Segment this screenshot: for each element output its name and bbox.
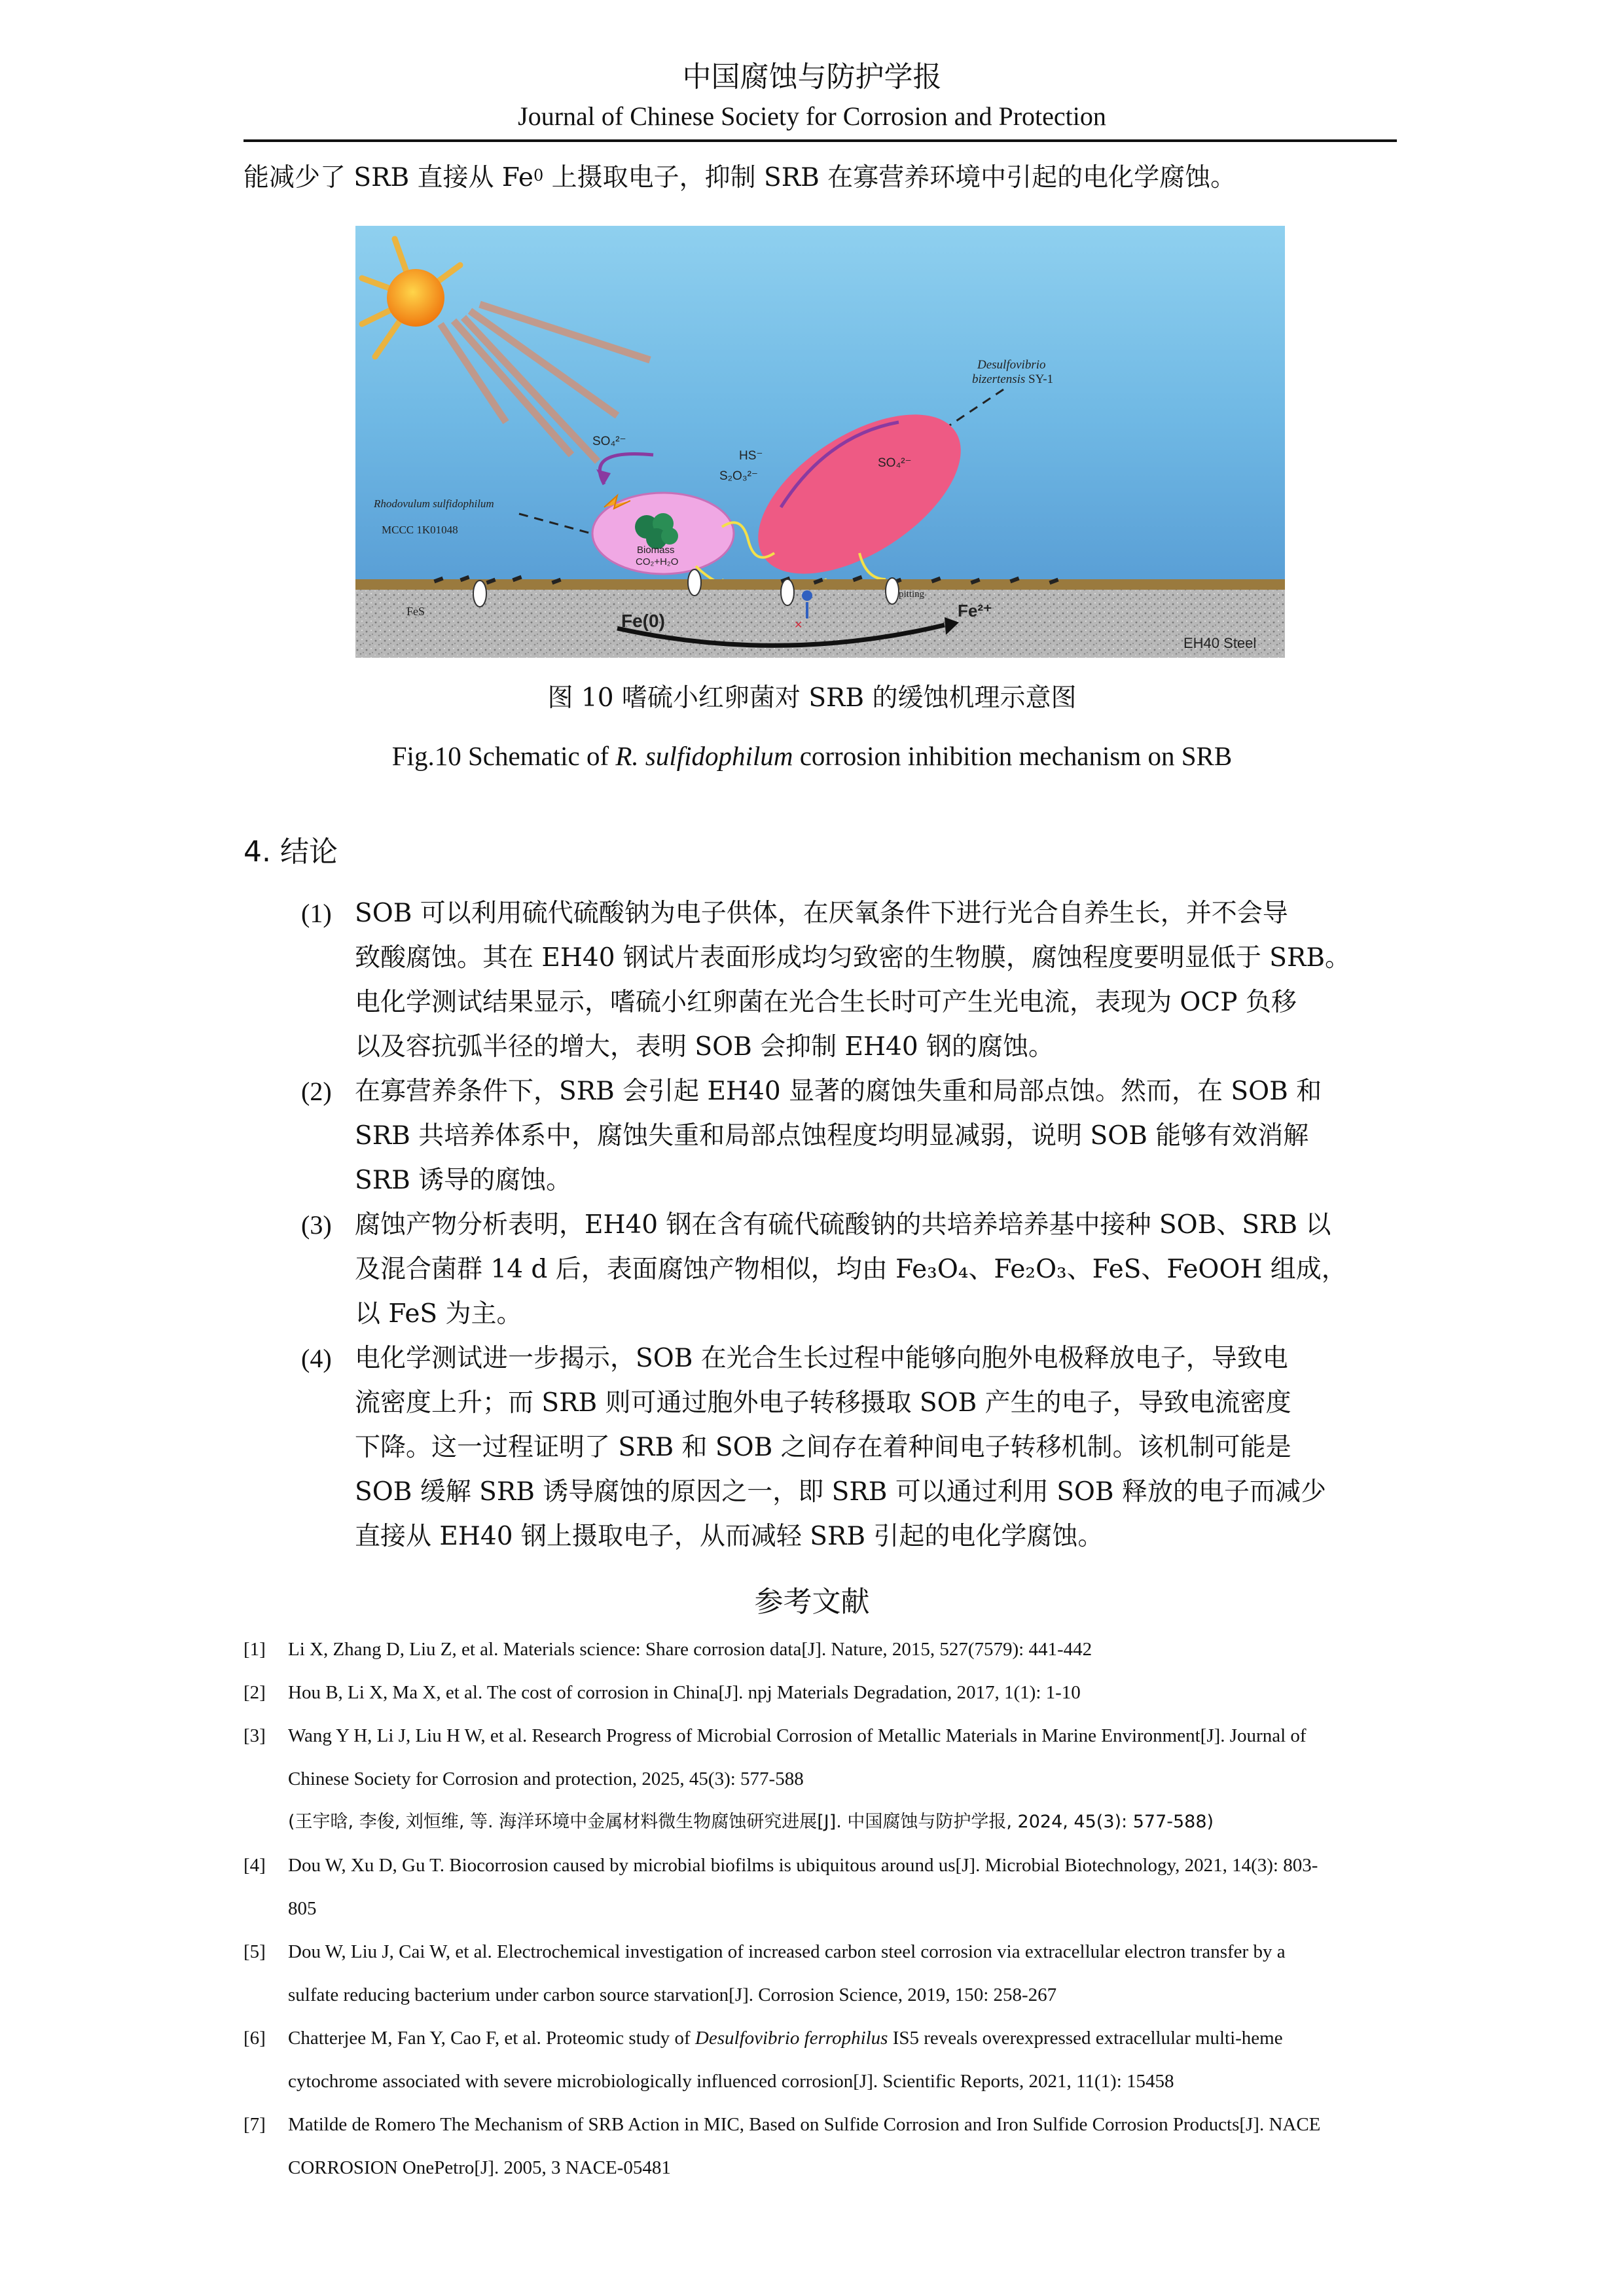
biomass-label: Biomass: [637, 545, 675, 556]
ref-line: Matilde de Romero The Mechanism of SRB Action in MIC, Based on Sulfide Corrosion and Iron Sulfide Corrosion Products[J]. NACE: [288, 2114, 1321, 2135]
so4-right-label: SO₄²⁻: [878, 456, 912, 470]
item-line: SRB 诱导的腐蚀。: [355, 1166, 572, 1195]
ref-number: [1]: [244, 1639, 266, 1660]
caption-en-italic: R. sulfidophilum: [615, 741, 793, 771]
svg-text:✕: ✕: [794, 620, 803, 631]
ref-text: Chatterjee M, Fan Y, Cao F, et al. Proteomic study of: [288, 2028, 695, 2049]
item-line: 以及容抗弧半径的增大，表明 SOB 会抑制 EH40 钢的腐蚀。: [355, 1032, 1055, 1062]
ref-line: Hou B, Li X, Ma X, et al. The cost of corrosion in China[J]. npj Materials Degradation, 2017, 1(1): 1-10: [288, 1682, 1081, 1703]
intro-text-b: 上摄取电子，抑制 SRB 在寡营养环境中引起的电化学腐蚀。: [543, 163, 1236, 192]
intro-text-a: 能减少了 SRB 直接从 Fe: [244, 163, 533, 192]
item-line: 流密度上升；而 SRB 则可通过胞外电子转移摄取 SOB 产生的电子，导致电流密度: [355, 1388, 1291, 1418]
item-line: 直接从 EH40 钢上摄取电子，从而减轻 SRB 引起的电化学腐蚀。: [355, 1522, 1104, 1551]
item-line: 腐蚀产物分析表明，EH40 钢在含有硫代硫酸钠的共培养培养基中接种 SOB、SRB 以: [355, 1210, 1331, 1240]
intro-paragraph: [244, 160, 1236, 196]
ref-line: cytochrome associated with severe microbiologically influenced corrosion[J]. Scientific Reports, 2021, 11(1): 15458: [288, 2071, 1174, 2092]
item-line: 电化学测试进一步揭示，SOB 在光合生长过程中能够向胞外电极释放电子，导致电: [355, 1344, 1288, 1373]
rhodovulum-label-1: Rhodovulum sulfidophilum: [374, 497, 494, 510]
item-line: 以 FeS 为主。: [355, 1299, 522, 1329]
header-rule: [244, 139, 1397, 142]
ref-line: [288, 2026, 1283, 2050]
ref-species: Desulfovibrio ferrophilus: [695, 2028, 888, 2049]
item-line: SRB 共培养体系中，腐蚀失重和局部点蚀程度均明显减弱，说明 SOB 能够有效消解: [355, 1121, 1309, 1151]
pitting-label: pitting: [899, 589, 925, 600]
caption-en-pre: Fig.10 Schematic of: [391, 741, 616, 771]
item-line: SOB 缓解 SRB 诱导腐蚀的原因之一，即 SRB 可以通过利用 SOB 释放的电子而减少: [355, 1477, 1326, 1507]
s2o3-label: S₂O₃²⁻: [719, 469, 758, 483]
rhodovulum-label-2: MCCC 1K01048: [382, 524, 458, 536]
references-title: 参考文献: [754, 1585, 870, 1619]
ref-text: IS5 reveals overexpressed extracellular multi-heme: [888, 2028, 1283, 2049]
item-number: (4): [301, 1344, 332, 1373]
figure-10-schematic: [355, 226, 1285, 658]
ref-line: Li X, Zhang D, Liu Z, et al. Materials science: Share corrosion data[J]. Nature, 2015, 527(7579): 441-442: [288, 1639, 1092, 1660]
ref-number: [2]: [244, 1682, 266, 1703]
steel-label: EH40 Steel: [1183, 635, 1257, 651]
ref-line: CORROSION OnePetro[J]. 2005, 3 NACE-05481: [288, 2157, 671, 2178]
desulfovibrio-label-1: Desulfovibrio: [977, 358, 1046, 372]
item-line: 致酸腐蚀。其在 EH40 钢试片表面形成均匀致密的生物膜，腐蚀程度要明显低于 SRB。: [355, 943, 1351, 973]
item-number: (3): [301, 1210, 332, 1240]
ref-number: [6]: [244, 2028, 266, 2049]
item-line: 及混合菌群 14 d 后，表面腐蚀产物相似，均由 Fe₃O₄、Fe₂O₃、FeS、FeOOH 组成，: [355, 1255, 1347, 1284]
figure-caption-cn: 图 10 嗜硫小红卵菌对 SRB 的缓蚀机理示意图: [547, 683, 1077, 713]
section-title: 4. 结论: [244, 835, 338, 869]
fe2-label: Fe²⁺: [958, 601, 992, 620]
hs-label: HS⁻: [739, 449, 763, 463]
ref-number: [3]: [244, 1725, 266, 1746]
desulfovibrio-label-2: bizertensis SY-1: [972, 372, 1054, 386]
ref-line: Dou W, Liu J, Cai W, et al. Electrochemical investigation of increased carbon steel corrosion via extracellular electron transfer by a: [288, 1941, 1286, 1962]
item-number: (2): [301, 1077, 332, 1106]
ref-line: Wang Y H, Li J, Liu H W, et al. Research Progress of Microbial Corrosion of Metallic Materials in Marine Environment[J]. Journal of: [288, 1725, 1307, 1746]
fes-label: FeS: [406, 605, 425, 618]
fe0-label: Fe(0): [621, 611, 665, 631]
item-line: SOB 可以利用硫代硫酸钠为电子供体，在厌氧条件下进行光合自养生长，并不会导: [355, 899, 1288, 928]
item-number: (1): [301, 899, 332, 928]
item-line: 下降。这一过程证明了 SRB 和 SOB 之间存在着种间电子转移机制。该机制可能是: [355, 1433, 1291, 1462]
steel-substrate: [355, 588, 1285, 658]
ref-line-cn: (王宇晗, 李俊, 刘恒维, 等. 海洋环境中金属材料微生物腐蚀研究进展[J]. 中国腐蚀与防护学报, 2024, 45(3): 577-588): [288, 1812, 1214, 1832]
ref-number: [4]: [244, 1855, 266, 1876]
fe-superscript: 0: [533, 166, 544, 185]
journal-title-cn: 中国腐蚀与防护学报: [682, 60, 942, 94]
ref-line: Dou W, Xu D, Gu T. Biocorrosion caused by microbial biofilms is ubiquitous around us[J]. Microbial Biotechnology, 2021, 14(3): 803-: [288, 1855, 1318, 1876]
ref-line: sulfate reducing bacterium under carbon source starvation[J]. Corrosion Science, 2019, 150: 258-267: [288, 1984, 1057, 2005]
figure-caption-en: [0, 738, 1624, 774]
ref-number: [7]: [244, 2114, 266, 2135]
co2h2o-label: CO₂+H₂O: [636, 556, 679, 567]
so4-left-label: SO₄²⁻: [592, 435, 626, 448]
item-line: 在寡营养条件下，SRB 会引起 EH40 显著的腐蚀失重和局部点蚀。然而，在 SOB 和: [355, 1077, 1322, 1106]
sun-icon: [387, 269, 444, 327]
ref-line: Chinese Society for Corrosion and protection, 2025, 45(3): 577-588: [288, 1768, 804, 1789]
journal-title-en: Journal of Chinese Society for Corrosion and Protection: [518, 101, 1106, 131]
ref-number: [5]: [244, 1941, 266, 1962]
item-line: 电化学测试结果显示，嗜硫小红卵菌在光合生长时可产生光电流，表现为 OCP 负移: [355, 988, 1297, 1017]
caption-en-post: corrosion inhibition mechanism on SRB: [793, 741, 1233, 771]
ref-line: 805: [288, 1898, 317, 1919]
